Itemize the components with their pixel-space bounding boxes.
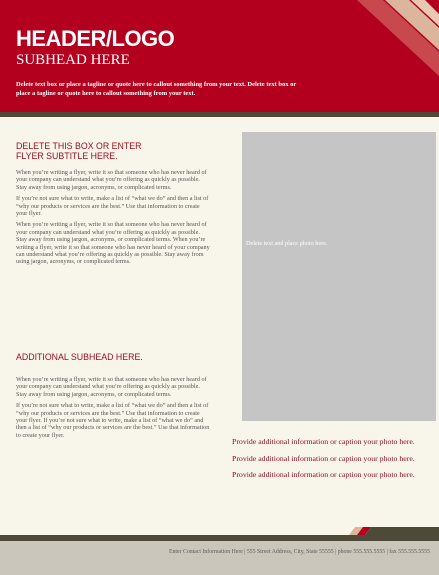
photo-placeholder[interactable]	[242, 132, 436, 421]
photo-caption[interactable]: Provide additional information or caption your photo here. Provide additional information or caption your photo here. Provide additional information or caption your photo here.	[232, 437, 415, 479]
footer-stripes-decoration	[345, 527, 439, 535]
section-one	[16, 141, 212, 270]
footer-contact-info[interactable]: Enter Contact Information Here | 555 Street Address, City, State 55555 | phone 555.555.5555 | fax 555.555.5555	[168, 549, 430, 555]
section-two-heading[interactable]: ADDITIONAL SUBHEAD HERE.	[16, 352, 143, 362]
footer-band	[0, 541, 439, 575]
section-one-heading[interactable]	[16, 141, 212, 161]
section-one-heading-line2: FLYER SUBTITLE HERE.	[16, 151, 118, 161]
section-one-paragraph-1[interactable]: When you’re writing a flyer, write it so that someone who has never heard of your company can understand what you’re offering as quickly as possible. Stay away from using jargon, acronyms, or complicated terms.	[16, 169, 207, 191]
section-two-paragraph-1[interactable]: When you’re writing a flyer, write it so that someone who has never heard of your company can understand what you’re offering as quickly as possible. Stay away from using jargon, acronyms, or complicated terms.	[16, 376, 207, 398]
header-logo-title[interactable]: HEADER/LOGO	[16, 26, 175, 51]
section-one-paragraph-3[interactable]: When you’re writing a flyer, write it so that someone who has never heard of your company can understand what you’re offering as quickly as possible. Stay away from using jargon, acronyms, or complicated terms. When you’re writing a flyer, write it so that someone who has never heard of your company can understand what you’re offering as quickly as possible. Stay away from using jargon, acronyms, or complicated terms.	[16, 221, 210, 266]
header-tagline[interactable]: Delete text box or place a tagline or quote here to callout something from your text. Delete text box or place a tagline or quote here to callout something from your text.	[16, 81, 297, 97]
section-one-heading-line1: DELETE THIS BOX OR ENTER	[16, 141, 142, 151]
photo-placeholder-text: Delete text and place photo here.	[246, 240, 328, 247]
section-one-paragraph-2[interactable]: If you’re not sure what to write, make a list of “what we do” and then a list of “why our products or services are the best.” Use that information to create your flyer.	[16, 195, 209, 218]
header-band	[0, 0, 439, 112]
section-two	[16, 352, 212, 443]
header-subhead[interactable]: SUBHEAD HERE	[16, 52, 130, 68]
section-two-paragraph-2[interactable]: If you’re not sure what to write, make a list of “what we do” and then a list of “why our products or services are the best.” Use that information to create your flyer. If you’re not sure what to write, make a list of “what we do” and then a list of “why our products or services are the best.” Use that information to create your flyer.	[16, 402, 210, 439]
header-divider	[0, 112, 439, 117]
diagonal-stripes-decoration	[349, 0, 439, 112]
